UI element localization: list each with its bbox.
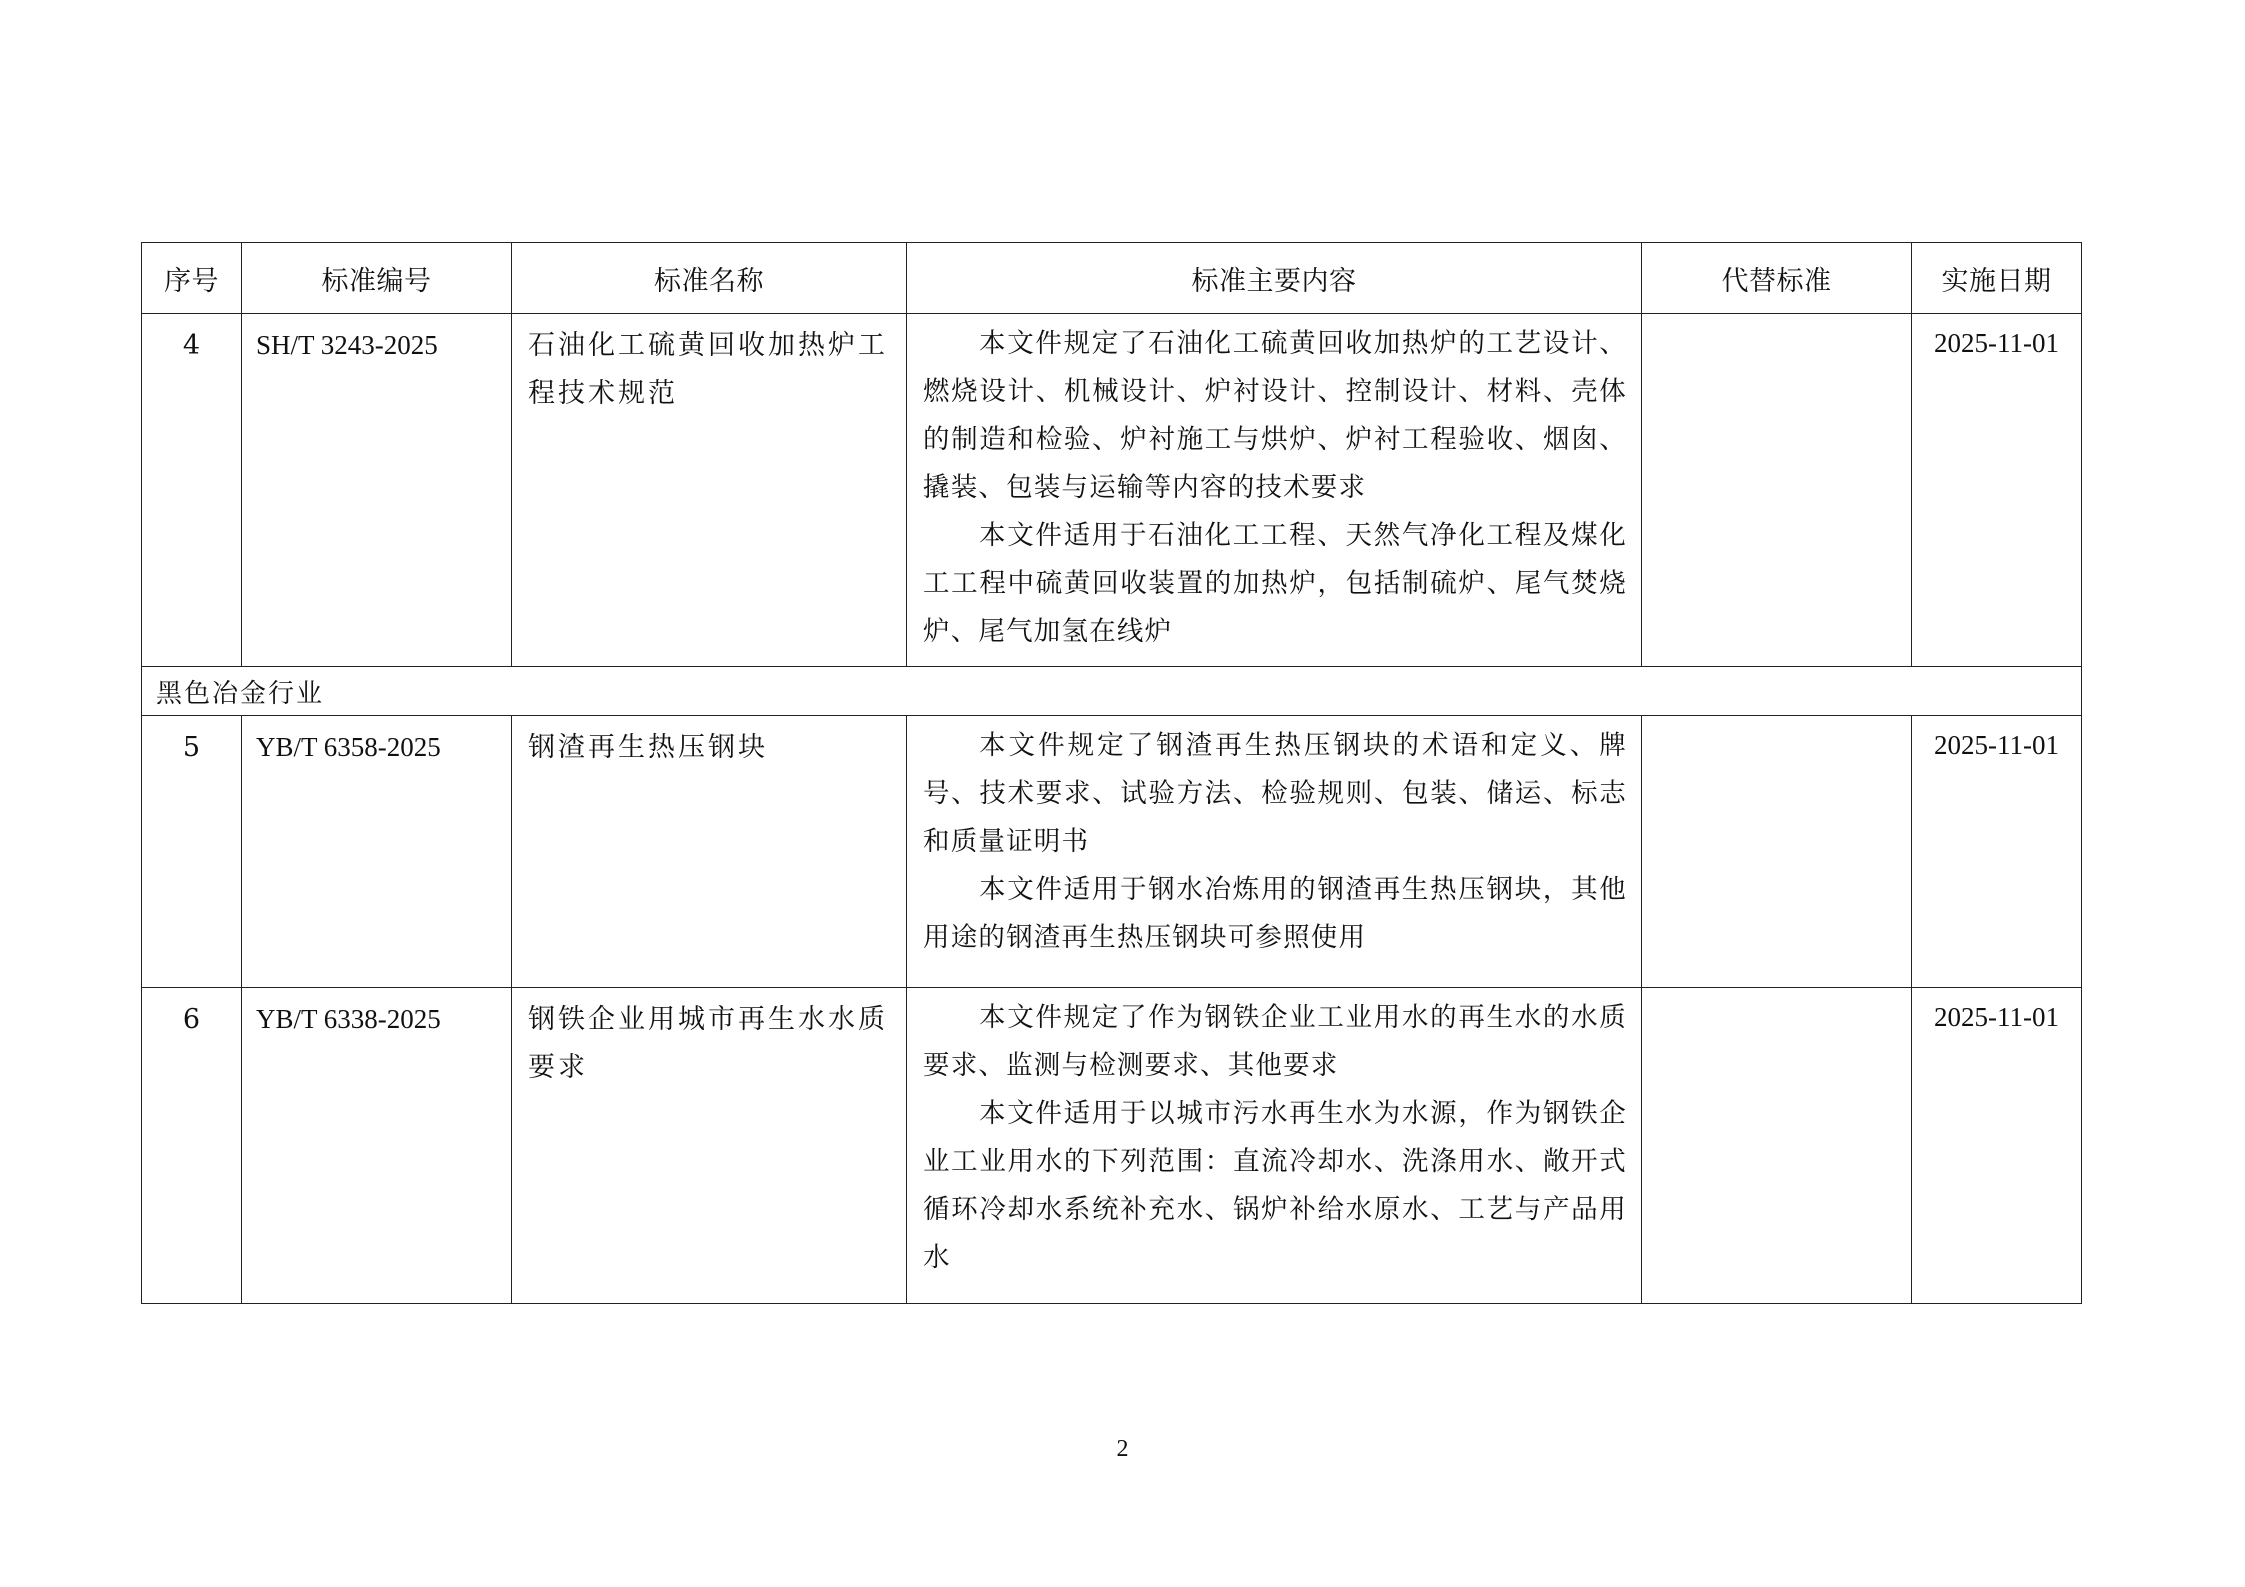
table-row xyxy=(142,988,2082,1304)
content-paragraph: 本文件规定了钢渣再生热压钢块的术语和定义、牌号、技术要求、试验方法、检验规则、包装、储运、标志和质量证明书 xyxy=(923,730,1627,857)
header-code: 标准编号 xyxy=(242,243,512,314)
section-row xyxy=(142,667,2082,716)
row-date: 2025-11-01 xyxy=(1912,716,2082,988)
table-row xyxy=(142,314,2082,667)
row-date: 2025-11-01 xyxy=(1912,314,2082,667)
section-label: 黑色冶金行业 xyxy=(142,667,2082,716)
row-content xyxy=(907,988,1642,1304)
row-code: SH/T 3243-2025 xyxy=(242,314,512,667)
row-no: 5 xyxy=(142,716,242,988)
row-name: 钢渣再生热压钢块 xyxy=(512,716,907,988)
row-code: YB/T 6358-2025 xyxy=(242,716,512,988)
header-no: 序号 xyxy=(142,243,242,314)
content-paragraph: 本文件规定了作为钢铁企业工业用水的再生水的水质要求、监测与检测要求、其他要求 xyxy=(923,1002,1627,1081)
content-paragraph: 本文件规定了石油化工硫黄回收加热炉的工艺设计、燃烧设计、机械设计、炉衬设计、控制设计、材料、壳体的制造和检验、炉衬施工与烘炉、炉衬工程验收、烟囱、撬装、包装与运输等内容的技术要求 xyxy=(923,328,1627,503)
header-replaced: 代替标准 xyxy=(1642,243,1912,314)
table-header-row xyxy=(142,243,2082,314)
row-replaced xyxy=(1642,716,1912,988)
row-replaced xyxy=(1642,314,1912,667)
row-name: 石油化工硫黄回收加热炉工程技术规范 xyxy=(512,314,907,667)
table-row xyxy=(142,716,2082,988)
row-code: YB/T 6338-2025 xyxy=(242,988,512,1304)
row-date: 2025-11-01 xyxy=(1912,988,2082,1304)
content-paragraph: 本文件适用于以城市污水再生水为水源，作为钢铁企业工业用水的下列范围：直流冷却水、洗涤用水、敞开式循环冷却水系统补充水、锅炉补给水原水、工艺与产品用水 xyxy=(923,1098,1627,1273)
header-name: 标准名称 xyxy=(512,243,907,314)
header-content: 标准主要内容 xyxy=(907,243,1642,314)
page-number: 2 xyxy=(1116,1436,1129,1462)
standards-table xyxy=(141,242,2082,1304)
row-name: 钢铁企业用城市再生水水质要求 xyxy=(512,988,907,1304)
header-date: 实施日期 xyxy=(1912,243,2082,314)
content-paragraph: 本文件适用于钢水冶炼用的钢渣再生热压钢块，其他用途的钢渣再生热压钢块可参照使用 xyxy=(923,874,1627,953)
row-content xyxy=(907,314,1642,667)
row-content xyxy=(907,716,1642,988)
content-paragraph: 本文件适用于石油化工工程、天然气净化工程及煤化工工程中硫黄回收装置的加热炉，包括制硫炉、尾气焚烧炉、尾气加氢在线炉 xyxy=(923,520,1627,647)
row-no: 6 xyxy=(142,988,242,1304)
row-no: 4 xyxy=(142,314,242,667)
row-replaced xyxy=(1642,988,1912,1304)
